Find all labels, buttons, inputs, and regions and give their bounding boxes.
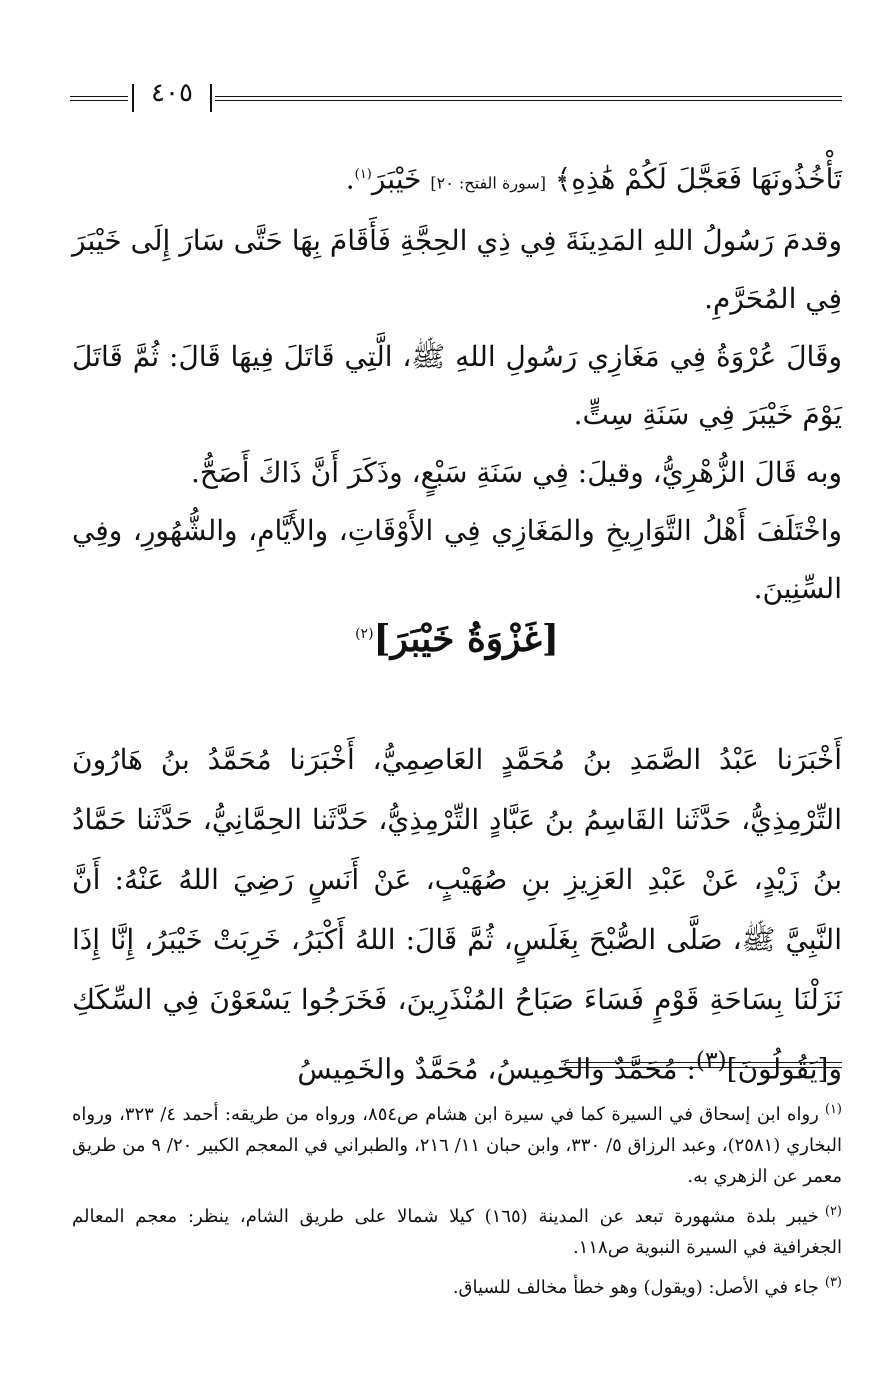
paragraph-1-tail: خَيْبَرَ — [371, 162, 422, 196]
footnotes — [72, 1094, 842, 1307]
header-rule-left — [70, 96, 128, 101]
footnote-text: رواه ابن إسحاق في السيرة كما في سيرة ابن هشام ص٨٥٤، ورواه من طريقه: أحمد ٤/ ٣٢٣، ورواه البخاري (٢٥٨١)، وعبد الرزاق ٥/ ٣٣٠، وابن حبان ١١/ ٢١٦، والطبراني في المعجم الكبير ٢٠/ ٩ من طريق معمر عن الزهري به. — [72, 1104, 842, 1187]
footnote-text: خيبر بلدة مشهورة تبعد عن المدينة (١٦٥) كيلا شمالا على طريق الشام، ينظر: معجم المعالم الجغرافية في السيرة النبوية ص١١٨. — [72, 1206, 842, 1258]
surah-reference: [سورة الفتح: ٢٠] — [430, 173, 546, 193]
quran-verse: تَأْخُذُونَهَا فَعَجَّلَ لَكُمْ هَٰذِهِ﴾ — [554, 162, 842, 196]
paragraph-4: وبه قَالَ الزُّهْرِيُّ، وقيلَ: فِي سَنَةِ سَبْعٍ، وذَكَرَ أَنَّ ذَاكَ أَصَحُّ. — [191, 456, 842, 490]
section-heading — [72, 618, 842, 660]
paragraph-5: واخْتَلَفَ أَهْلُ التَّوَارِيخِ والمَغَازِي فِي الأَوْقَاتِ، والأَيَّامِ، والشُّهُورِ، وفِي السِّنِينَ. — [72, 514, 842, 606]
paragraph-1 — [72, 146, 842, 212]
paragraph-3: وقَالَ عُرْوَةُ فِي مَغَازِي رَسُولِ اللهِ ﷺ، الَّتِي قَاتَلَ فِيهَا قَالَ: ثُمَّ قَاتَلَ يَوْمَ خَيْبَرَ فِي سَنَةِ سِتٍّ. — [72, 340, 842, 432]
footnote-separator — [565, 1062, 842, 1063]
footnote-separator-double — [565, 1067, 842, 1068]
footnote-2 — [72, 1196, 842, 1263]
footnote-3 — [72, 1267, 842, 1303]
page-header — [70, 78, 842, 118]
footnote-marker: (١) — [824, 1102, 842, 1117]
header-rule-right — [215, 96, 842, 101]
footnote-1 — [72, 1094, 842, 1192]
body-text-top — [72, 146, 842, 618]
footnote-ref-3: (٣) — [695, 1046, 727, 1074]
footnote-ref-2: (٢) — [355, 626, 374, 642]
footnote-marker: (٣) — [824, 1275, 842, 1290]
page-number: ٤٠٥ — [151, 78, 193, 108]
footnote-ref-1: (١) — [354, 167, 372, 182]
paragraph-1-end: . — [345, 162, 355, 196]
paragraph-2: وقدمَ رَسُولُ اللهِ المَدِينَةَ فِي ذِي الحِجَّةِ فَأَقَامَ بِهَا حَتَّى سَارَ إِلَى خَيْبَرَ فِي المُحَرَّمِ. — [72, 224, 842, 316]
hadith-tail: : مُحَمَّدٌ والخَمِيسُ، مُحَمَّدٌ والخَمِيسُ — [297, 1052, 696, 1086]
body-text-bottom — [72, 730, 842, 1099]
footnote-marker: (٢) — [824, 1204, 842, 1219]
footnote-text: جاء في الأصل: (ويقول) وهو خطأ مخالف للسياق. — [452, 1277, 819, 1298]
section-heading-text: [غَزْوَةُ خَيْبَرَ] — [373, 618, 559, 660]
hadith-paragraph — [72, 730, 842, 1099]
header-tick-left — [132, 84, 134, 112]
hadith-text: أَخْبَرَنا عَبْدُ الصَّمَدِ بنُ مُحَمَّدٍ العَاصِمِيُّ، أَخْبَرَنا مُحَمَّدُ بنُ هَارُونَ التِّرْمِذِيُّ، حَدَّثَنا القَاسِمُ بنُ عَبَّادٍ التِّرْمِذِيُّ، حَدَّثَنا الحِمَّانِيُّ، حَدَّثَنا حَمَّادُ بنُ زَيْدٍ، عَنْ عَبْدِ العَزِيزِ بنِ صُهَيْبٍ، عَنْ أَنَسٍ رَضِيَ اللهُ عَنْهُ: أَنَّ النَّبِيَّ ﷺ، صَلَّى الصُّبْحَ بِغَلَسٍ، ثُمَّ قَالَ: اللهُ أَكْبَرُ، خَرِبَتْ خَيْبَرُ، إِنَّا إِذَا نَزَلْنَا بِسَاحَةِ قَوْمٍ فَسَاءَ صَبَاحُ المُنْذَرِينَ، فَخَرَجُوا يَسْعَوْنَ فِي السِّكَكِ و[يَقُولُونَ] — [72, 743, 842, 1086]
header-tick-right — [210, 84, 212, 112]
